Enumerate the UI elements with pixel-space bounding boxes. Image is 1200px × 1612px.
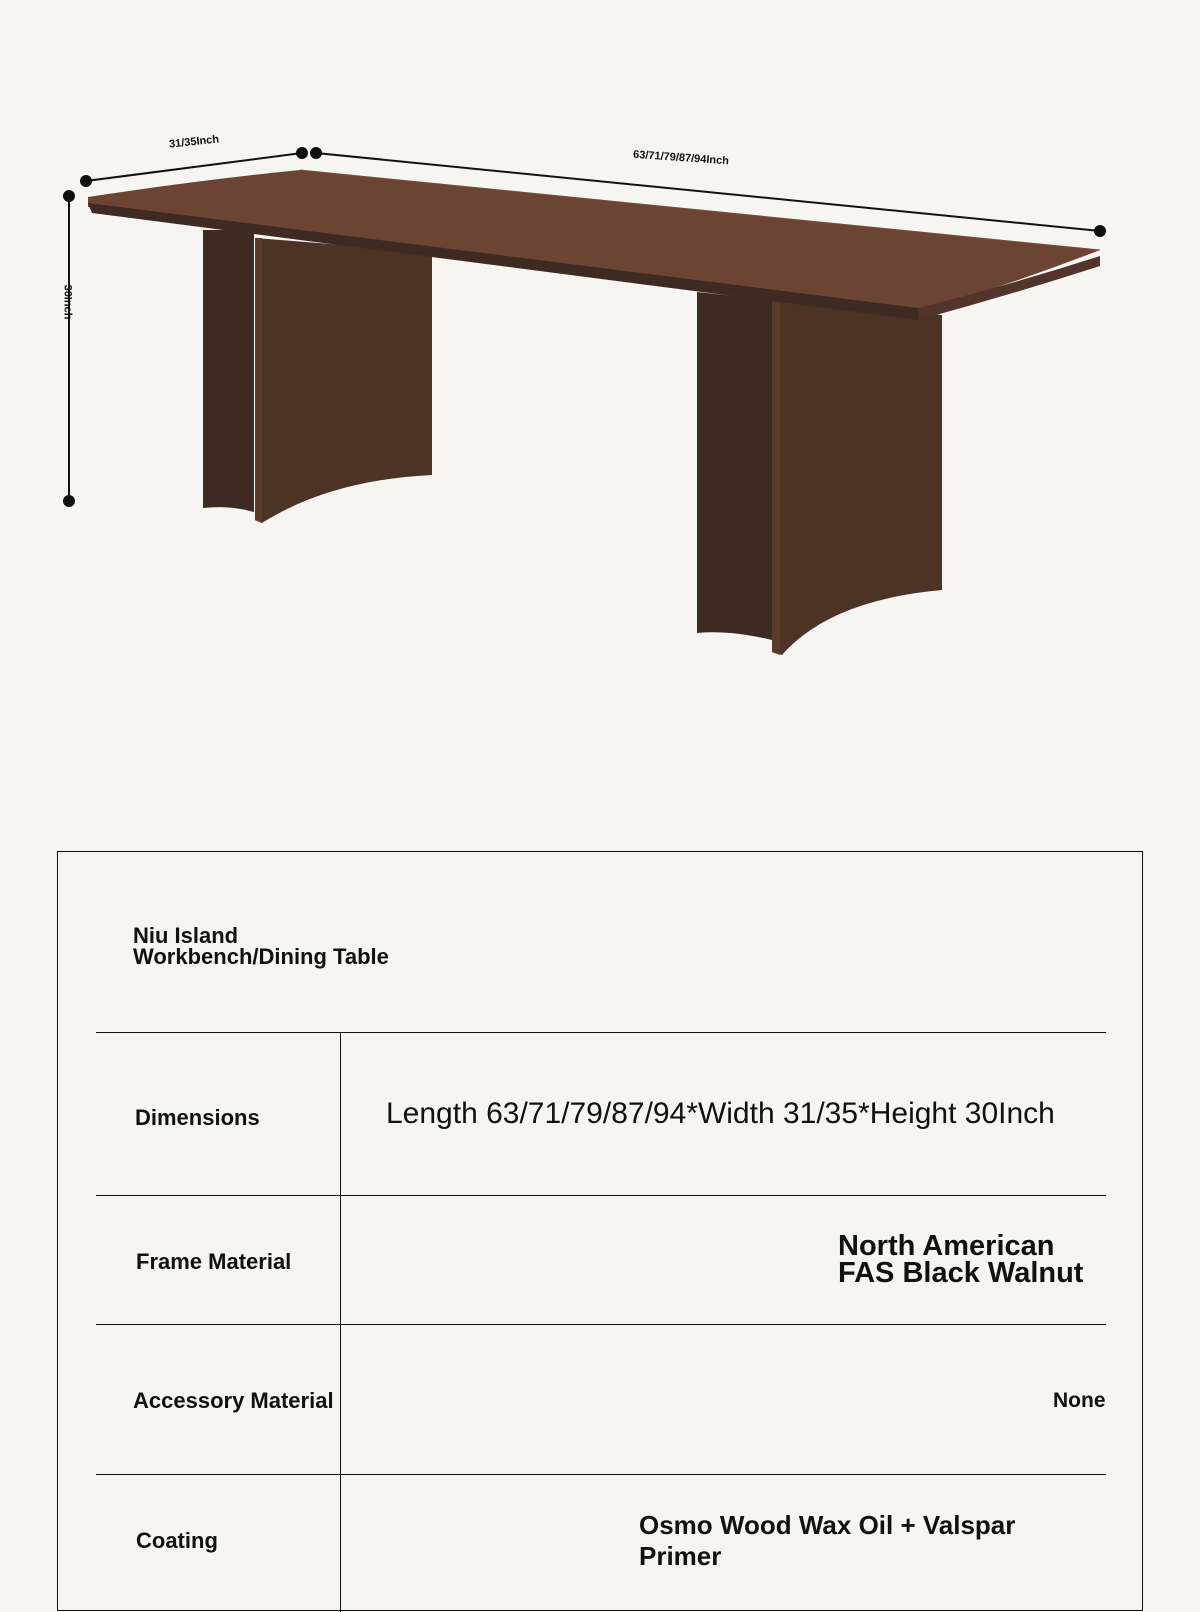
length-dimension-dot bbox=[1095, 226, 1105, 236]
dimensions-label: Dimensions bbox=[135, 1105, 260, 1130]
coating-value-line2: Primer bbox=[639, 1541, 722, 1571]
table-divider bbox=[96, 1324, 1106, 1325]
product-illustration bbox=[0, 0, 1200, 700]
height-dimension-label: 30Inch bbox=[61, 284, 74, 320]
length-dimension-dot bbox=[311, 148, 321, 158]
frame-material-value-line1: North American bbox=[838, 1230, 1055, 1262]
height-dimension-dot bbox=[64, 191, 74, 201]
coating-value bbox=[639, 1510, 1015, 1572]
table-divider bbox=[96, 1474, 1106, 1475]
right-leg-pair bbox=[697, 292, 942, 655]
left-leg-pair bbox=[203, 230, 432, 523]
accessory-material-value: None bbox=[1053, 1389, 1106, 1412]
width-dimension-dot bbox=[297, 148, 307, 158]
product-title-line2: Workbench/Dining Table bbox=[133, 944, 389, 969]
height-dimension-dot bbox=[64, 496, 74, 506]
dimensions-value: Length 63/71/79/87/94*Width 31/35*Height 30Inch bbox=[386, 1097, 1055, 1130]
table-divider bbox=[96, 1195, 1106, 1196]
frame-material-value-line2: FAS Black Walnut bbox=[838, 1257, 1084, 1289]
length-dimension-label: 63/71/79/87/94Inch bbox=[632, 148, 730, 168]
frame-material-value bbox=[838, 1230, 1084, 1289]
coating-value-line1: Osmo Wood Wax Oil + Valspar bbox=[639, 1510, 1016, 1540]
frame-material-label: Frame Material bbox=[136, 1249, 292, 1274]
product-title bbox=[133, 925, 533, 967]
product-title-line1: Niu Island bbox=[133, 923, 239, 948]
table-column-divider bbox=[340, 1032, 341, 1612]
table-drawing bbox=[0, 0, 1200, 700]
accessory-material-label: Accessory Material bbox=[133, 1388, 334, 1413]
coating-label: Coating bbox=[136, 1528, 218, 1553]
width-dimension-label: 31/35Inch bbox=[168, 133, 220, 151]
width-dimension-dot bbox=[81, 176, 91, 186]
table-divider bbox=[96, 1032, 1106, 1033]
